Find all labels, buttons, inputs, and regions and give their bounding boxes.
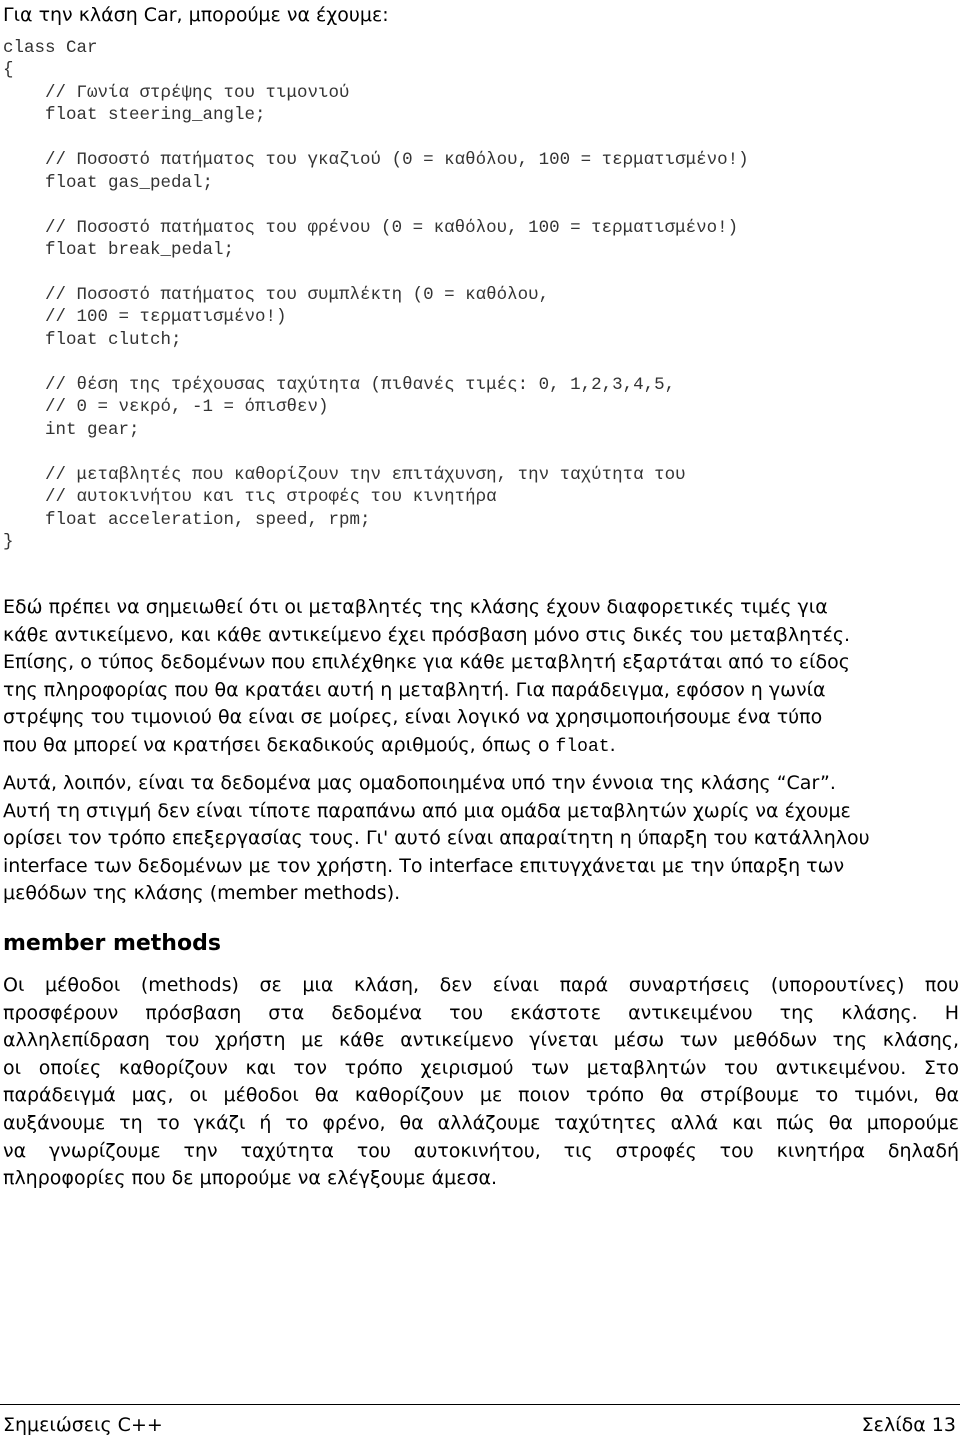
code-line: // Ποσοστό πατήματος του γκαζιού (0 = καθόλου, 100 = τερματισμένο!): [3, 150, 749, 171]
code-line: float clutch;: [3, 329, 182, 350]
intro-text: Για την κλάση Car, μπορούμε να έχουμε:: [3, 4, 389, 26]
paragraph-line: Εδώ πρέπει να σημειωθεί ότι οι μεταβλητές της κλάσης έχουν διαφορετικές τιμές για: [3, 596, 828, 618]
code-line: // Ποσοστό πατήματος του συμπλέκτη (0 = καθόλου,: [3, 284, 550, 305]
paragraph-line-text: που θα μπορεί να κρατήσει δεκαδικούς αριθμούς, όπως ο: [3, 733, 556, 756]
code-block: [3, 37, 749, 553]
paragraph-line: interface των δεδομένων με τον χρήστη. Το interface επιτυγχάνεται με την ύπαρξη των: [3, 854, 845, 877]
code-line: float steering_angle;: [3, 105, 266, 126]
code-line: }: [3, 531, 14, 552]
code-line: // μεταβλητές που καθορίζουν την επιτάχυνση, την ταχύτητα του: [3, 464, 686, 485]
paragraph-line: κάθε αντικείμενο, και κάθε αντικείμενο έχει πρόσβαση μόνο στις δικές του μεταβλητές.: [3, 623, 851, 646]
paragraph-line: Επίσης, ο τύπος δεδομένων που επιλέχθηκε για κάθε μεταβλητή εξαρτάται από το είδος: [3, 651, 850, 674]
code-line: class Car: [3, 38, 98, 58]
paragraph-line: οι οποίες καθορίζουν και τον τρόπο χειρισμού των μεταβλητών του αντικειμένου. Στο: [3, 1056, 959, 1079]
code-line: // αυτοκινήτου και τις στροφές του κινητήρα: [3, 487, 497, 508]
paragraph-line: Αυτή τη στιγμή δεν είναι τίποτε παραπάνω από μια ομάδα μεταβλητών χωρίς να έχουμε: [3, 799, 851, 822]
paragraph-line: να γνωρίζουμε την ταχύτητα του αυτοκινήτου, τις στροφές του κινητήρα δηλαδή: [3, 1139, 959, 1162]
paragraph-line: [3, 732, 959, 762]
paragraph-line: προσφέρουν πρόσβαση στα δεδομένα του εκάστοτε αντικειμένου της κλάσης. Η: [3, 1001, 959, 1024]
paragraph-class-variables: [3, 594, 959, 762]
footer-divider: [0, 1404, 960, 1405]
paragraph-line: αλληλεπίδραση του χρήστη με κάθε αντικείμενο γίνεται μέσω των μεθόδων της κλάσης,: [3, 1029, 959, 1052]
paragraph-line: πληροφορίες που δε μπορούμε να ελέγξουμε άμεσα.: [3, 1167, 498, 1190]
paragraph-line: στρέψης του τιμονιού θα είναι σε μοίρες, είναι λογικό να χρησιμοποιήσουμε ένα τύπο: [3, 706, 823, 729]
paragraph-line: Αυτά, λοιπόν, είναι τα δεδομένα μας ομαδοποιημένα υπό την έννοια της κλάσης “Car”.: [3, 772, 836, 794]
paragraph-member-methods: [3, 972, 959, 1193]
code-line: // 0 = νεκρό, -1 = όπισθεν): [3, 397, 329, 418]
code-line: float acceleration, speed, rpm;: [3, 509, 371, 530]
paragraph-line: της πληροφορίας που θα κρατάει αυτή η μεταβλητή. Για παράδειγμα, εφόσον η γωνία: [3, 678, 826, 701]
code-line: {: [3, 60, 14, 81]
paragraph-class-data: [3, 770, 959, 908]
code-line: int gear;: [3, 419, 140, 440]
paragraph-line: Οι μέθοδοι (methods) σε μια κλάση, δεν είναι παρά συναρτήσεις (υπορουτίνες) που: [3, 974, 959, 996]
paragraph-line: αυξάνουμε τη το γκάζι ή το φρένο, θα αλλάζουμε ταχύτητες αλλά και πώς θα μπορούμε: [3, 1111, 959, 1134]
code-line: // Ποσοστό πατήματος του φρένου (0 = καθόλου, 100 = τερματισμένο!): [3, 217, 739, 238]
code-line: // Γωνία στρέψης του τιμονιού: [3, 82, 350, 103]
paragraph-line: μεθόδων της κλάσης (member methods).: [3, 882, 401, 905]
footer-title: Σημειώσεις C++: [3, 1414, 163, 1436]
code-line: // 100 = τερματισμένο!): [3, 307, 287, 328]
code-line: float break_pedal;: [3, 240, 235, 261]
code-line: // θέση της τρέχουσας ταχύτητα (πιθανές τιμές: 0, 1,2,3,4,5,: [3, 374, 676, 395]
inline-code: float: [555, 736, 610, 757]
code-line: float gas_pedal;: [3, 172, 214, 193]
paragraph-line: παράδειγμά μας, οι μέθοδοι θα καθορίζουν με ποιον τρόπο θα στρίβουμε το τιμόνι, θα: [3, 1084, 959, 1107]
paragraph-line-end: .: [609, 733, 616, 756]
page-number: Σελίδα 13: [861, 1414, 956, 1436]
section-heading: member methods: [3, 931, 221, 956]
paragraph-line: ορίσει τον τρόπο επεξεργασίας τους. Γι' αυτό είναι απαραίτητη η ύπαρξη του κατάλληλου: [3, 827, 870, 850]
